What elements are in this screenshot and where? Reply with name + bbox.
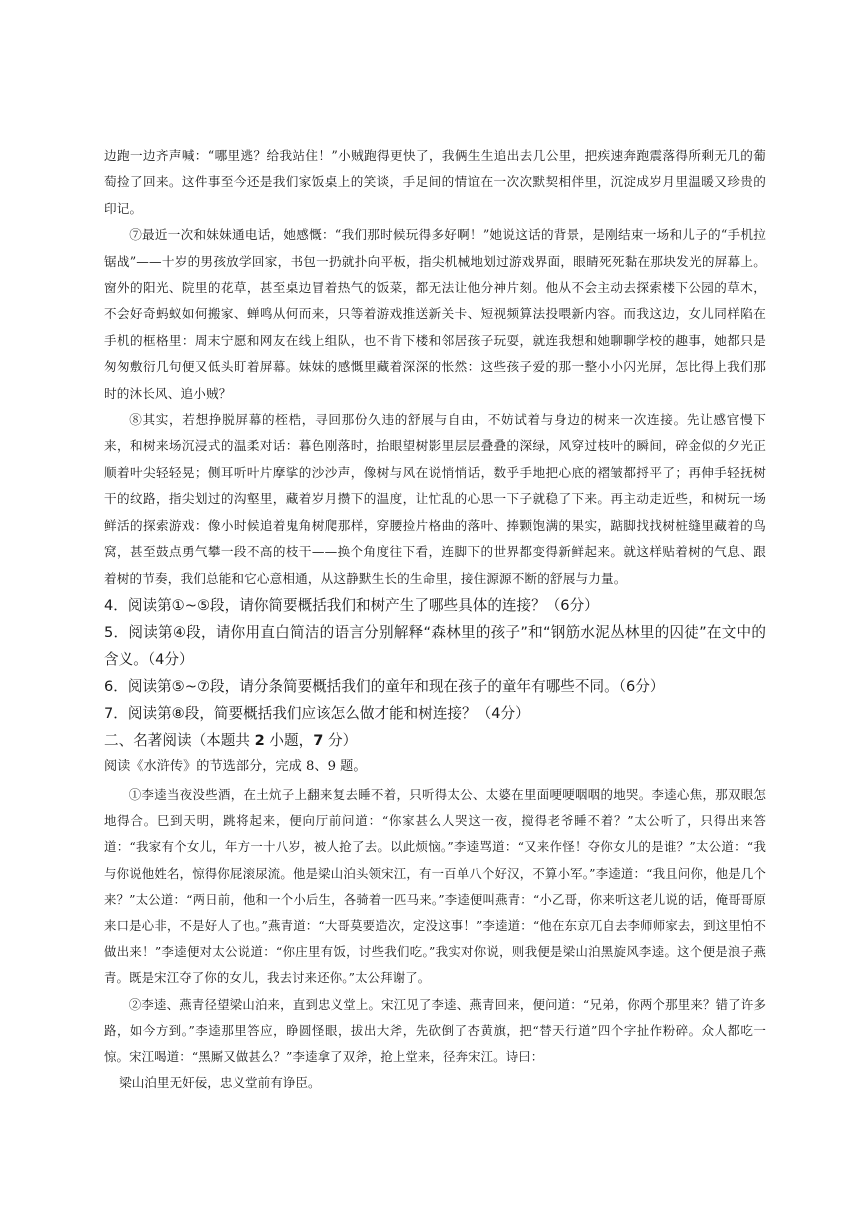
question-5: 5．阅读第④段，请你用直白简洁的语言分别解释“森林里的孩子”和“钢筋水泥丛林里的囚徒”在文中的含义。（4分） — [104, 623, 766, 668]
section-2-heading-pre: 二、名著阅读（本题共 — [104, 731, 250, 749]
text-column — [104, 143, 766, 1096]
excerpt-paragraph-2: ②李逵、燕青径望梁山泊来，直到忠义堂上。宋江见了李逵、燕青回来，便问道：“兄弟，你两个那里来？错了许多路，如今方到。”李逵那里答应，睁圆怪眼，拔出大斧，先砍倒了杏黄旗，把“替天行道”四个字扯作粉碎。众人都吃一惊。宋江喝道：“黑厮又做甚么？”李逵拿了双斧，抢上堂来，径奔宋江。诗曰： — [104, 996, 766, 1064]
reading-instruction: 阅读《水浒传》的节选部分，完成 8、9 题。 — [104, 758, 367, 774]
section-2-heading-post: 分） — [327, 731, 358, 749]
question-6: 6．阅读第⑤~⑦段，请分条简要概括我们的童年和现在孩子的童年有哪些不同。（6分） — [104, 677, 665, 695]
question-7: 7．阅读第⑧段，简要概括我们应该怎么做才能和树连接？（4分） — [104, 704, 530, 722]
section-2-heading-mid: 小题， — [269, 731, 314, 749]
essay-paragraph-6-continued: 边跑一边齐声喊：“哪里逃？给我站住！”小贼跑得更快了，我俩生生追出去几公里，把疾速奔跑震落得所剩无几的葡萄捡了回来。这件事至今还是我们家饭桌上的笑谈，手足间的情谊在一次次默契相伴里，沉淀成岁月里温暖又珍贵的印记。 — [104, 148, 766, 216]
essay-paragraph-7: ⑦最近一次和妹妹通电话，她感慨：“我们那时候玩得多好啊！”她说这话的背景，是刚结束一场和儿子的“手机拉锯战”——十岁的男孩放学回家，书包一扔就扑向平板，指尖机械地划过游戏界面，眼睛死死黏在那块发光的屏幕上。窗外的阳光、院里的花草，甚至桌边冒着热气的饭菜，都无法让他分神片刻。他从不会主动去探索楼下公园的草木，不会好奇蚂蚁如何搬家、蝉鸣从何而来，只等着游戏推送新关卡、短视频算法投喂新内容。而我这边，女儿同样陷在手机的框格里：周末宁愿和网友在线上组队，也不肯下楼和邻居孩子玩耍，就连我想和她聊聊学校的趣事，她都只是匆匆敷衍几句便又低头盯着屏幕。妹妹的感慨里藏着深深的怅然：这些孩子爱的那一整小小闪光屏，怎比得上我们那时的沐长风、追小贼？ — [104, 227, 766, 401]
poem-line: 梁山泊里无奸佞，忠义堂前有诤臣。 — [119, 1075, 321, 1091]
section-2-question-count: 2 — [254, 731, 265, 749]
essay-paragraph-8: ⑧其实，若想挣脱屏幕的桎梏，寻回那份久违的舒展与自由，不妨试着与身边的树来一次连接。先让感官慢下来，和树来场沉浸式的温柔对话：暮色刚落时，抬眼望树影里层层叠叠的深绿，风穿过枝叶的瞬间，碎金似的夕光正顺着叶尖轻轻晃；侧耳听叶片摩挲的沙沙声，像树与风在说悄悄话，数乎手地把心底的褶皱都捋平了；再伸手轻抚树干的纹路，指尖划过的沟壑里，藏着岁月攒下的温度，让忙乱的心思一下子就稳了下来。再主动走近些，和树玩一场鲜活的探索游戏：像小时候追着鬼角树爬那样，穿腰捡片格曲的落叶、捧颗饱满的果实，踮脚找找树桩缝里藏着的鸟窝，甚至鼓点勇气攀一段不高的枝干——换个角度往下看，连脚下的世界都变得新鲜起来。就这样贴着树的气息、跟着树的节奏，我们总能和它心意相通，从这静默生长的生命里，接住源源不断的舒展与力量。 — [104, 412, 766, 586]
excerpt-paragraph-1: ①李逵当夜没些酒，在土炕子上翻来复去睡不着，只听得太公、太婆在里面哽哽咽咽的地哭。李逵心焦，那双眼怎地得合。巳到天明，跳将起来，便向厅前问道：“你家甚么人哭这一夜，搅得老爷睡不着？”太公听了，只得出来答道：“我家有个女儿，年方一十八岁，被人抢了去。以此烦恼。”李逵骂道：“又来作怪！夺你女儿的是谁？”太公道：“我与你说他姓名，惊得你屁滚尿流。他是梁山泊头领宋江，有一百单八个好汉，不算小军。”李逵道：“我且问你，他是几个来？”太公道：“两日前，他和一个小后生，各骑着一匹马来。”李逵便叫燕青：“小乙哥，你来听这老儿说的话，俺哥哥原来口是心非，不是好人了也。”燕青道：“大哥莫要造次，定没这事！”李逵道：“他在东京兀自去李师师家去，到这里怕不做出来！”李逵便对太公说道：“你庄里有饭，讨些我们吃。”我实对你说，则我便是梁山泊黑旋风李逵。这个便是浪子燕青。既是宋江夺了你的女儿，我去讨来还你。”太公拜谢了。 — [104, 786, 766, 986]
section-2-score: 7 — [313, 731, 324, 749]
question-4: 4．阅读第①~⑤段，请你简要概括我们和树产生了哪些具体的连接？（6分） — [104, 596, 599, 614]
section-2-heading — [104, 727, 766, 754]
